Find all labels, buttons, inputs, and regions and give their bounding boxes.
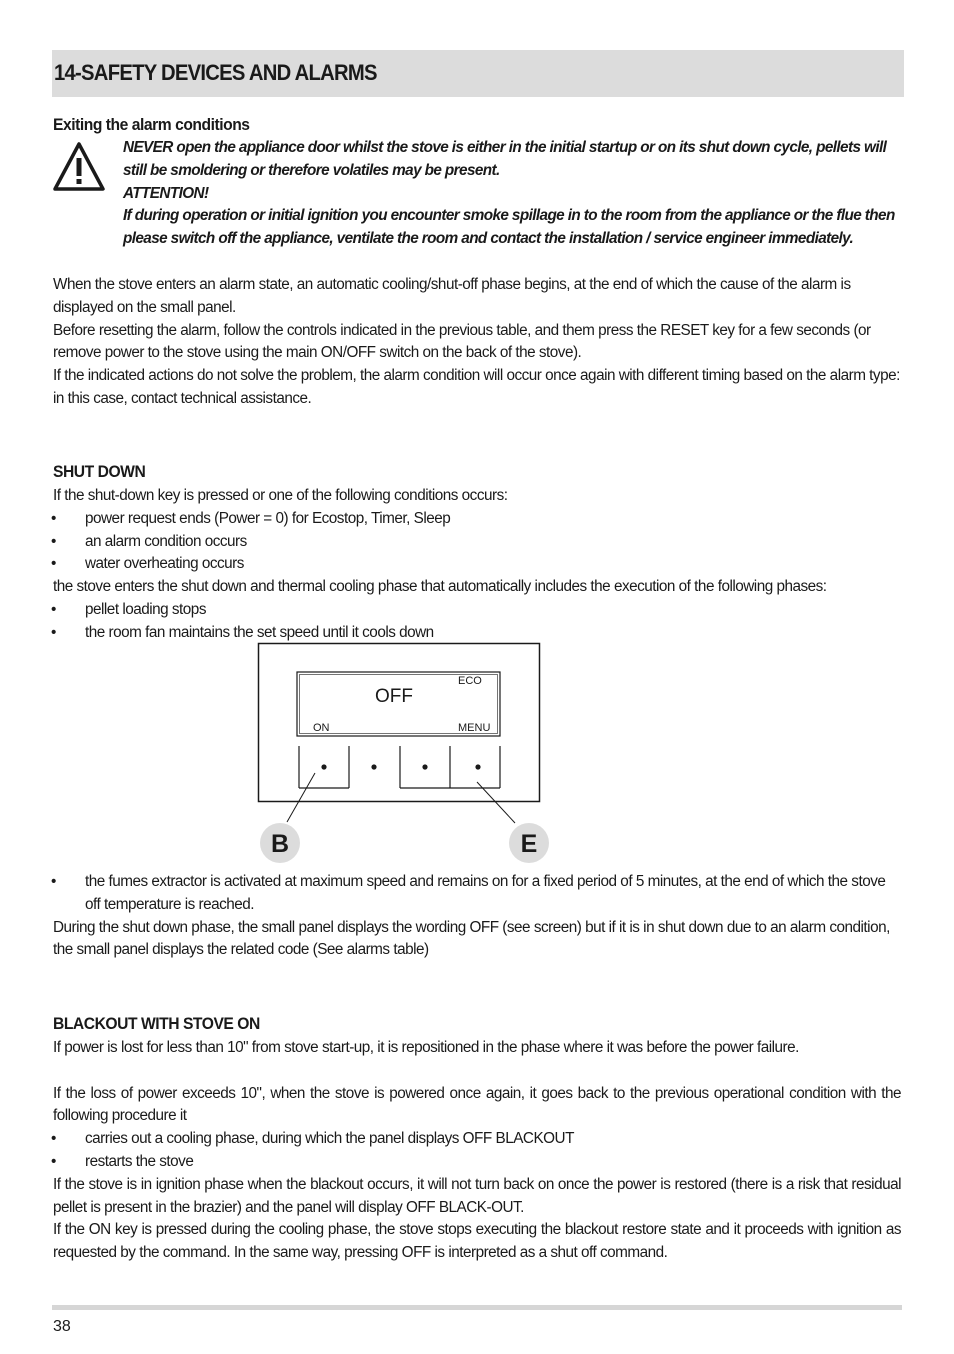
warning-text-2: If during operation or initial ignition you encounter smoke spillage in to the room from the appliance or the flue then please switch off the appliance, ventilate the room and contact the installation / service engineer immediately. <box>123 207 895 248</box>
shutdown-closing: During the shut down phase, the small panel displays the wording OFF (see screen) but if it is in shut down due to an alarm condition, the small panel displays the related code (See alarms table) <box>53 918 890 959</box>
warning-block <box>123 137 913 251</box>
bullet-text: the room fan maintains the set speed until it cools down <box>85 623 434 641</box>
shutdown-intro: If the shut-down key is pressed or one of the following conditions occurs: <box>53 487 508 504</box>
shutdown-bullet <box>53 508 903 531</box>
blackout-heading: BLACKOUT WITH STOVE ON <box>53 1014 260 1033</box>
shutdown-continued <box>53 871 903 962</box>
blackout-paragraph-4: If the ON key is pressed during the cooling phase, the stove stops executing the blackout restore state and it proceeds with ignition as requested by the command. In the same way, pressing OFF is interpreted as a shut off command. <box>53 1221 901 1262</box>
blackout-paragraph-1: If power is lost for less than 10" from stove start-up, it is repositioned in the phase where it was before the power failure. <box>53 1039 799 1056</box>
shutdown-body <box>53 485 903 645</box>
shutdown-bullet <box>53 871 903 917</box>
bullet-text: power request ends (Power = 0) for Ecostop, Timer, Sleep <box>85 509 451 527</box>
bullet-dot: • <box>51 873 56 890</box>
warning-text-1: NEVER open the appliance door whilst the stove is either in the initial startup or on its shut down cycle, pellets will still be smoldering or therefore volatiles may be present. <box>123 139 887 179</box>
callout-b-label: B <box>270 830 290 858</box>
shutdown-heading: SHUT DOWN <box>53 462 146 481</box>
page-number: 38 <box>53 1318 71 1335</box>
bullet-text: water overheating occurs <box>85 555 244 573</box>
bullet-dot: • <box>51 532 56 550</box>
shutdown-bullet <box>53 599 903 622</box>
control-panel-diagram <box>255 640 555 865</box>
bullet-dot: • <box>51 509 56 527</box>
exiting-paragraph-1: When the stove enters an alarm state, an automatic cooling/shut-off phase begins, at the end of which the cause of the alarm is displayed on the small panel. <box>53 276 851 316</box>
shutdown-middle: the stove enters the shut down and thermal cooling phase that automatically includes the execution of the following phases: <box>53 578 827 596</box>
shutdown-bullet <box>53 553 903 576</box>
attention-label: ATTENTION! <box>123 184 209 202</box>
section-title: 14-SAFETY DEVICES AND ALARMS <box>54 60 377 85</box>
blackout-bullet <box>53 1151 901 1174</box>
exiting-body <box>53 274 903 411</box>
button-b-dot <box>321 764 326 769</box>
bullet-dot: • <box>51 623 56 641</box>
exiting-paragraph-2: Before resetting the alarm, follow the controls indicated in the previous table, and them press the RESET key for a few seconds (or remove power to the stove using the main ON/OFF switch on the back of the stove). <box>53 321 871 362</box>
section-title-bar <box>52 50 904 97</box>
bullet-dot: • <box>51 1130 56 1148</box>
blackout-paragraph-3: If the stove is in ignition phase when the blackout occurs, it will not turn back on once the power is restored (there is a risk that residual pellet is present in the brazier) and the panel will display OFF BLACK-OUT. <box>53 1175 901 1216</box>
blackout-bullet <box>53 1128 901 1151</box>
footer-rule <box>52 1305 902 1310</box>
bullet-text: the fumes extractor is activated at maximum speed and remains on for a fixed period of 5 minutes, at the end of which the stove off temperature is reached. <box>85 873 886 913</box>
bullet-text: restarts the stove <box>85 1152 194 1170</box>
display-eco-text: ECO <box>458 675 482 687</box>
warning-triangle-icon <box>52 141 106 192</box>
button-e-dot <box>475 764 480 769</box>
bullet-dot: • <box>51 600 56 618</box>
display-on-text: ON <box>313 722 330 734</box>
blackout-body <box>53 1037 901 1265</box>
button-3-dot <box>422 764 427 769</box>
shutdown-bullet <box>53 531 903 554</box>
bullet-text: pellet loading stops <box>85 600 206 618</box>
bullet-text: an alarm condition occurs <box>85 532 247 550</box>
bullet-text: carries out a cooling phase, during which the panel displays OFF BLACKOUT <box>85 1130 574 1148</box>
callout-e-label: E <box>520 830 538 858</box>
exiting-paragraph-3: If the indicated actions do not solve the problem, the alarm condition will occur once again with different timing based on the alarm type: in this case, contact technical assistance. <box>53 367 900 407</box>
bullet-dot: • <box>51 555 56 573</box>
display-menu-text: MENU <box>458 722 491 734</box>
bullet-dot: • <box>51 1152 56 1170</box>
exiting-heading: Exiting the alarm conditions <box>53 115 250 134</box>
blackout-paragraph-2: If the loss of power exceeds 10", when the stove is powered once again, it goes back to the previous operational condition with the following procedure it <box>53 1084 901 1125</box>
button-2-dot <box>371 764 376 769</box>
display-off-text: OFF <box>375 686 413 707</box>
